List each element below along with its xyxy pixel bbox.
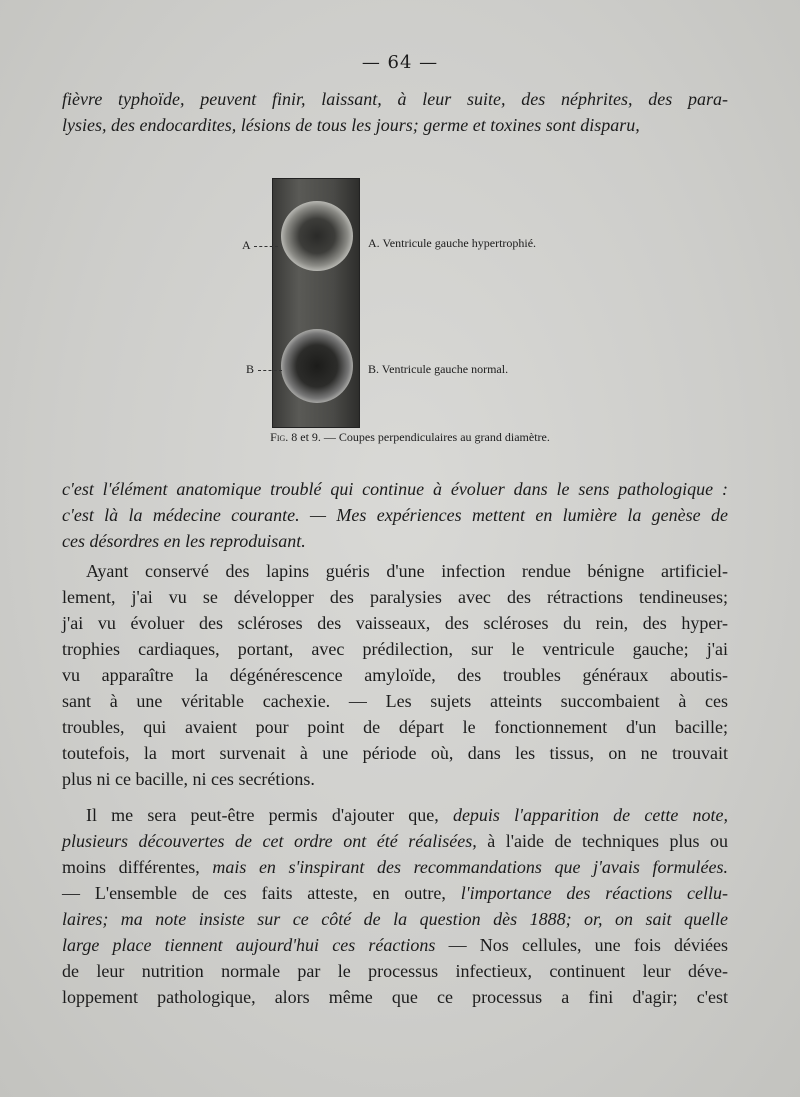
text-run-italic: plusieurs découvertes de cet ordre ont été réalisées, bbox=[62, 831, 477, 851]
text-line: loppement pathologique, alors même que ce processus a fini d'agir; c'est bbox=[62, 987, 728, 1007]
leader-line-a bbox=[254, 246, 278, 247]
text-line: Ayant conservé des lapins guéris d'une infection rendue bénigne artificiel- bbox=[86, 561, 728, 581]
leader-line-b bbox=[258, 370, 282, 371]
text-run: à l'aide de techniques plus ou bbox=[476, 831, 729, 851]
page-number: — 64 — bbox=[361, 52, 439, 73]
text-run: — L'ensemble de ces faits atteste, en outre, bbox=[62, 883, 461, 903]
text-line bbox=[62, 932, 728, 958]
text-line: c'est l'élément anatomique troublé qui continue à évoluer dans le sens pathologique : bbox=[62, 479, 728, 499]
text-run: Il me sera peut-être permis d'ajouter que, bbox=[86, 805, 453, 825]
text-line: lysies, des endocardites, lésions de tous les jours; germe et toxines sont disparu, bbox=[62, 115, 640, 135]
text-run-italic: large place tiennent aujourd'hui ces réactions bbox=[62, 935, 436, 955]
figure-label-a: A. Ventricule gauche hypertrophié. bbox=[368, 236, 537, 250]
text-line: j'ai vu évoluer des scléroses des vaisseaux, des scléroses du rein, des hyper- bbox=[62, 613, 728, 633]
text-line: trophies cardiaques, portant, avec prédilection, sur le ventricule gauche; j'ai bbox=[62, 639, 728, 659]
section-b-image bbox=[281, 329, 353, 403]
text-run: moins différentes, bbox=[62, 857, 213, 877]
text-run: — Nos cellules, une fois déviées bbox=[435, 935, 728, 955]
text-run-italic: l'importance des réactions cellu- bbox=[460, 883, 729, 903]
text-line: laires; ma note insiste sur ce côté de la question dès 1888; or, on sait quelle bbox=[62, 909, 728, 929]
text-line: ces désordres en les reproduisant. bbox=[62, 531, 306, 551]
text-line: fièvre typhoïde, peuvent finir, laissant, à leur suite, des néphrites, des para- bbox=[62, 89, 728, 109]
text-line bbox=[62, 880, 728, 906]
text-line: troubles, qui avaient pour point de départ le fonctionnement d'un bacille; bbox=[62, 717, 728, 737]
text-line bbox=[62, 854, 728, 880]
section-a-image bbox=[281, 201, 353, 271]
figure-letter-b: B bbox=[246, 362, 255, 376]
text-line bbox=[62, 828, 728, 854]
text-line: de leur nutrition normale par le processus infectieux, continuent leur déve- bbox=[62, 961, 728, 981]
caption-text: 8 et 9. — Coupes perpendiculaires au grand diamètre. bbox=[291, 430, 550, 444]
specimen-photograph bbox=[272, 178, 360, 428]
text-line: toutefois, la mort survenait à une période où, dans les tissus, on ne trouvait bbox=[62, 743, 728, 763]
figure-heart-sections bbox=[240, 176, 580, 456]
text-line: plus ni ce bacille, ni ces secrétions. bbox=[62, 769, 315, 789]
figure-letter-a: A bbox=[242, 238, 251, 252]
text-line: c'est là la médecine courante. — Mes expériences mettent en lumière la genèse de bbox=[62, 505, 728, 525]
paragraph-top bbox=[62, 86, 728, 138]
text-line: sant à une véritable cachexie. — Les sujets atteints succombaient à ces bbox=[62, 691, 728, 711]
text-line: vu apparaître la dégénérescence amyloïde, des troubles généraux aboutis- bbox=[62, 665, 728, 685]
paragraph-ajouter bbox=[62, 802, 728, 1010]
caption-fig: Fig. bbox=[270, 430, 289, 444]
text-line bbox=[62, 802, 728, 828]
text-run-italic: mais en s'inspirant des recommandations que j'avais formulées. bbox=[212, 857, 729, 877]
figure-caption bbox=[240, 430, 580, 445]
figure-label-b: B. Ventricule gauche normal. bbox=[368, 362, 509, 376]
paragraph-lapins bbox=[62, 558, 728, 792]
paragraph-after-figure bbox=[62, 476, 728, 554]
text-line: lement, j'ai vu se développer des paralysies avec des rétractions tendineuses; bbox=[62, 587, 728, 607]
text-run-italic: depuis l'apparition de cette note, bbox=[452, 805, 728, 825]
